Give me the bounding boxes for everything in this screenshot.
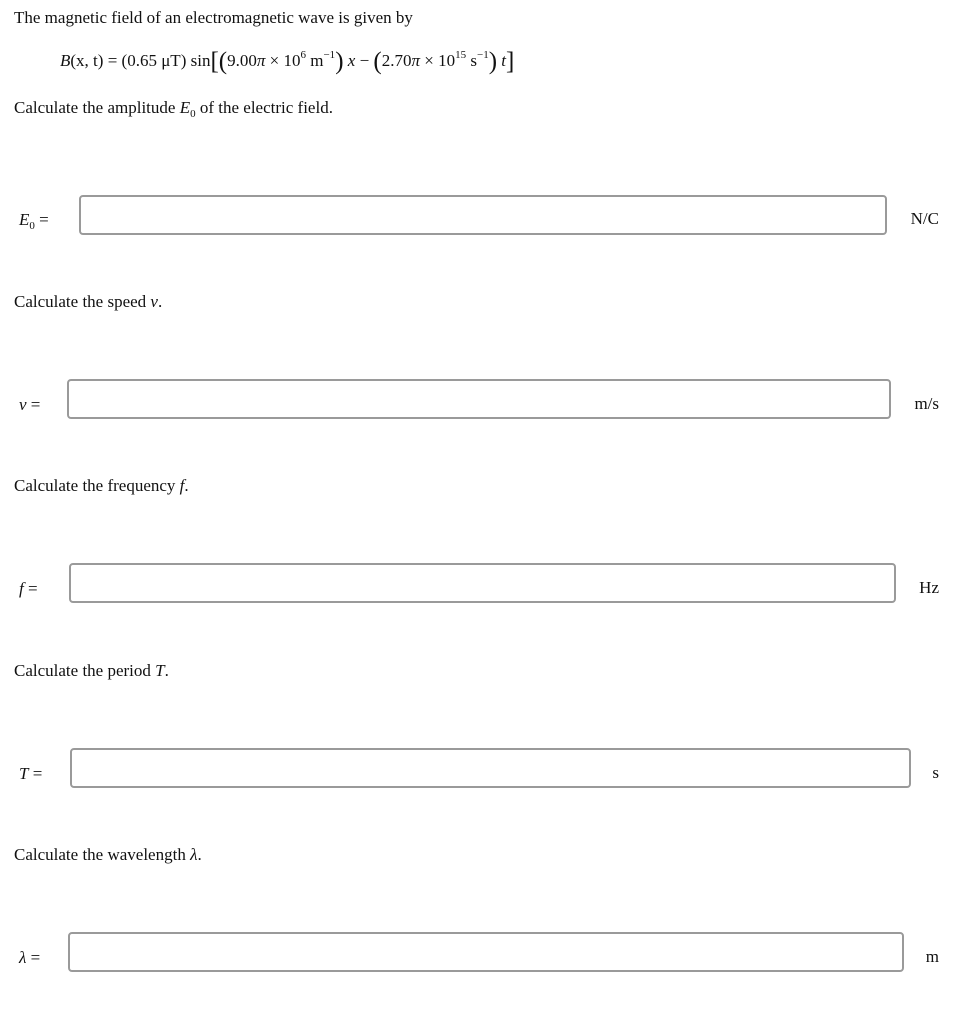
frequency-label: [19, 579, 38, 599]
eq-amplitude: (0.65 μT) sin: [121, 51, 211, 70]
speed-input[interactable]: [67, 379, 891, 419]
wavelength-label: [19, 948, 40, 968]
prompt-text: Calculate the speed: [14, 292, 151, 311]
prompt-text-end: .: [157, 292, 163, 311]
amplitude-label: [19, 210, 49, 230]
prompt-text: Calculate the amplitude: [14, 98, 180, 117]
prompt-text-end: .: [164, 661, 169, 680]
prompt-variable: f: [179, 476, 185, 495]
eq-open-bracket: [: [210, 48, 219, 75]
eq-open-paren-1: (: [218, 48, 228, 75]
period-label: [19, 764, 42, 784]
eq-times-2: × 10: [420, 51, 456, 70]
eq-w-exp: 15: [455, 49, 467, 61]
label-variable: E: [19, 210, 30, 229]
prompt-variable: T: [155, 661, 165, 680]
eq-w-value: 2.70: [381, 51, 412, 70]
question-amplitude-prompt: [14, 98, 333, 118]
period-unit: s: [932, 763, 939, 782]
label-variable: v: [19, 395, 27, 414]
prompt-subscript: 0: [190, 108, 196, 120]
amplitude-input[interactable]: [79, 195, 887, 235]
prompt-text: Calculate the wavelength: [14, 845, 191, 864]
eq-k-value: 9.00: [227, 51, 257, 70]
eq-k-unit-exp: −1: [323, 49, 336, 61]
label-variable: λ: [19, 948, 27, 967]
eq-pi-2: π: [411, 51, 421, 70]
prompt-text-end: .: [184, 476, 189, 495]
eq-k-exp: 6: [300, 49, 306, 61]
prompt-variable: v: [150, 292, 158, 311]
question-frequency-prompt: [14, 476, 189, 496]
question-period-prompt: [14, 661, 169, 681]
label-equals: =: [28, 764, 43, 783]
period-input[interactable]: [70, 748, 911, 788]
speed-unit: m/s: [914, 394, 939, 413]
prompt-text: Calculate the period: [14, 661, 156, 680]
eq-k-unit: m: [305, 51, 324, 70]
magnetic-field-equation: [60, 46, 514, 76]
prompt-text-end: .: [197, 845, 202, 864]
eq-close-paren-2: ): [488, 48, 498, 75]
eq-times-1: × 10: [265, 51, 301, 70]
prompt-text-end: of the electric field.: [195, 98, 333, 117]
prompt-variable: E: [179, 98, 191, 117]
amplitude-unit: N/C: [910, 209, 939, 228]
label-equals: =: [34, 210, 49, 229]
prompt-text: Calculate the frequency: [14, 476, 180, 495]
question-speed-prompt: [14, 292, 162, 312]
prompt-variable: λ: [190, 845, 198, 864]
eq-close-paren-1: ): [335, 48, 344, 75]
label-equals: =: [26, 948, 41, 967]
eq-minus: −: [355, 51, 374, 70]
label-variable: f: [19, 579, 24, 598]
label-variable: T: [19, 764, 29, 783]
eq-equals: =: [103, 51, 122, 70]
question-wavelength-prompt: [14, 845, 202, 865]
wavelength-unit: m: [925, 947, 939, 966]
label-equals: =: [23, 579, 38, 598]
eq-open-paren-2: (: [373, 48, 382, 75]
eq-pi-1: π: [256, 51, 266, 70]
eq-args: (x, t): [70, 51, 104, 70]
label-subscript: 0: [29, 220, 35, 232]
eq-w-unit-exp: −1: [476, 49, 489, 61]
problem-intro: The magnetic field of an electromagnetic wave is given by: [14, 8, 413, 27]
frequency-input[interactable]: [69, 563, 896, 603]
wavelength-input[interactable]: [68, 932, 904, 972]
eq-lhs: B: [60, 51, 71, 70]
speed-label: [19, 395, 40, 415]
eq-t-var: t: [497, 51, 507, 70]
label-equals: =: [26, 395, 41, 414]
eq-close-bracket: ]: [506, 48, 515, 75]
eq-x-var: x: [343, 51, 356, 70]
eq-w-unit: s: [466, 51, 477, 70]
frequency-unit: Hz: [919, 578, 939, 597]
